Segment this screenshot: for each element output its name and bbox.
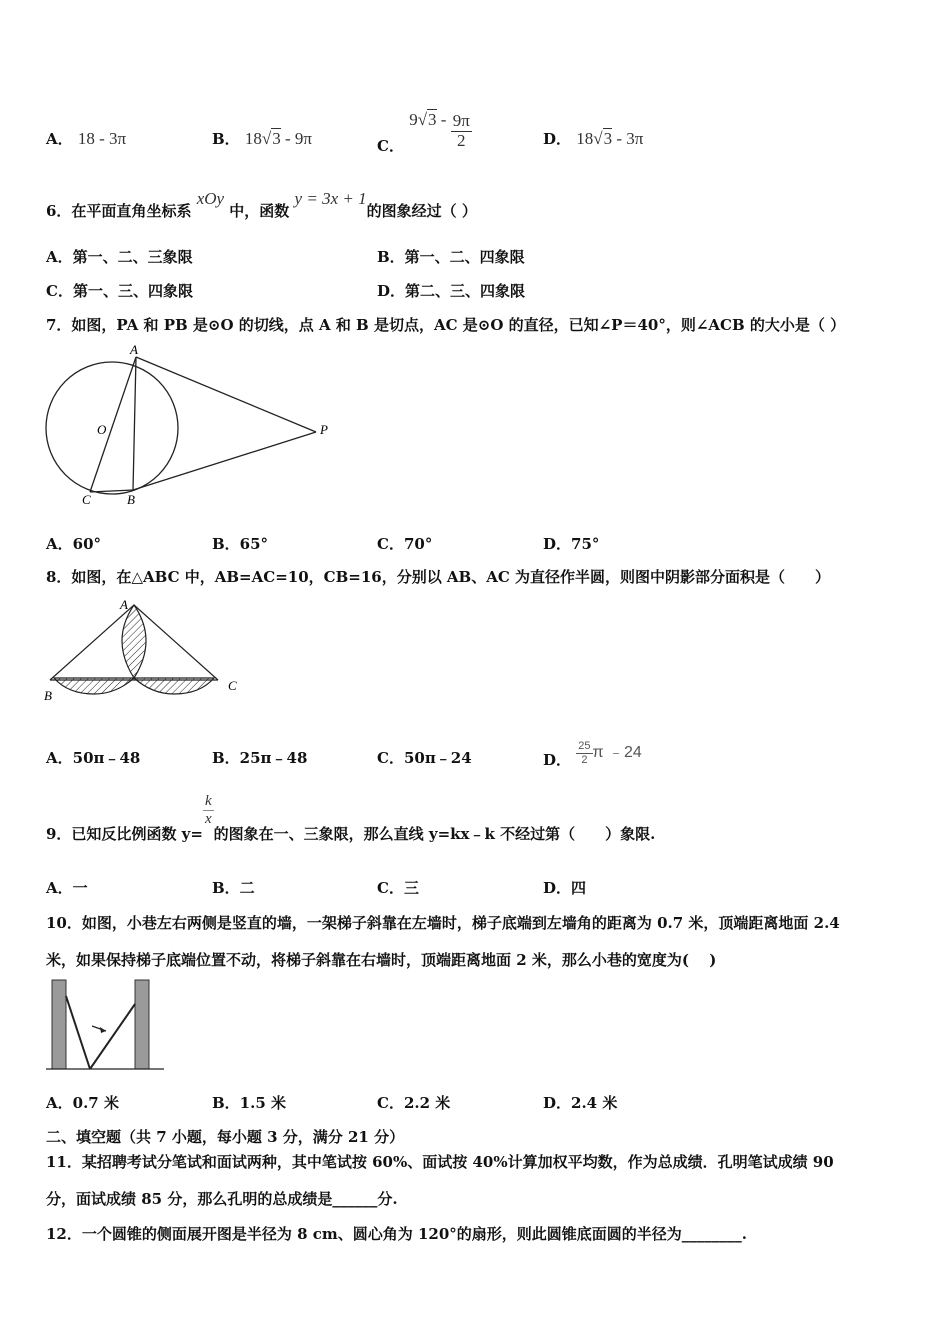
q8-option-d[interactable]: D． $\frac{25}{2}$ π ﹣24 <box>543 740 642 769</box>
q6-option-b[interactable]: B．第一、二、四象限 <box>377 248 525 266</box>
q8-side-ab <box>50 605 134 680</box>
q5-option-b[interactable]: B． 18√3 - 9π <box>212 129 313 148</box>
q10-option-b[interactable]: B．1.5 米 <box>212 1094 286 1112</box>
q8-side-ac <box>134 605 218 680</box>
q6-option-a[interactable]: A．第一、二、三象限 <box>46 248 193 266</box>
q8-option-b[interactable]: B．25π﹣48 <box>212 749 308 767</box>
q11-line1: 11．某招聘考试分笔试和面试两种，其中笔试按 60%、面试按 40%计算加权平均数，作为总成绩．孔明笔试成绩 90 <box>46 1153 834 1171</box>
q7-chord-ab <box>133 357 136 490</box>
q7-option-d[interactable]: D．75° <box>543 535 600 553</box>
q12-question: 12．一个圆锥的侧面展开图是半径为 8 cm、圆心角为 120°的扇形，则此圆锥底面圆的半径为________. <box>46 1225 748 1243</box>
q5-option-d[interactable]: D． 18√3 - 3π <box>543 129 644 148</box>
q7-tangent-pb <box>133 432 316 490</box>
section-heading: 二、填空题（共 7 小题，每小题 3 分，满分 21 分） <box>46 1128 405 1146</box>
q10-figure <box>44 978 169 1073</box>
q10-line2: 米，如果保持梯子底端位置不动，将梯子斜靠在右墙时，顶端距离地面 2 米，那么小巷的宽度为( ) <box>46 951 717 969</box>
q7-question: 7．如图，PA 和 PB 是⊙O 的切线，点 A 和 B 是切点，AC 是⊙O 的直径，已知∠P＝40°，则∠ACB 的大小是（ ） <box>46 316 846 334</box>
q7-figure <box>40 340 340 515</box>
q6-option-d[interactable]: D．第二、三、四象限 <box>377 282 526 300</box>
q8-lens-shaded <box>122 605 146 678</box>
q9-option-a[interactable]: A．一 <box>46 879 88 897</box>
q5-option-a[interactable]: A． 18 - 3π <box>46 129 127 148</box>
q8-option-c[interactable]: C．50π﹣24 <box>377 749 472 767</box>
q10-line1: 10．如图，小巷左右两侧是竖直的墙，一架梯子斜靠在左墙时，梯子底端到左墙角的距离为 0.7 米，顶端距离地面 2.4 <box>46 914 840 932</box>
q6-question: 6．在平面直角坐标系 xOy 中，函数 y = 3x + 1的图象经过（ ） <box>46 189 477 220</box>
q9-question: 9．已知反比例函数 y= $\frac{k}{x}$ 的图象在一、三象限，那么直线 y=kx﹣k 不经过第（ ）象限. <box>46 793 656 843</box>
q10-option-d[interactable]: D．2.4 米 <box>543 1094 618 1112</box>
q8-label-b: B <box>44 688 52 703</box>
q9-option-c[interactable]: C．三 <box>377 879 419 897</box>
q11-line2: 分，面试成绩 85 分，那么孔明的总成绩是______分. <box>46 1190 398 1208</box>
q7-tangent-pa <box>136 357 316 432</box>
q9-option-d[interactable]: D．四 <box>543 879 587 897</box>
q7-label-a: A <box>130 342 138 357</box>
q8-label-c: C <box>228 678 237 693</box>
q10-option-c[interactable]: C．2.2 米 <box>377 1094 451 1112</box>
q10-left-wall <box>52 980 66 1069</box>
q10-ladder-left <box>66 996 90 1069</box>
q7-option-b[interactable]: B．65° <box>212 535 269 553</box>
q7-label-o: O <box>97 422 107 437</box>
q7-option-c[interactable]: C．70° <box>377 535 433 553</box>
q8-question: 8．如图，在△ABC 中，AB=AC=10，CB=16，分别以 AB、AC 为直径作半圆，则图中阴影部分面积是（ ） <box>46 568 831 586</box>
q7-option-a[interactable]: A．60° <box>46 535 102 553</box>
q9-option-b[interactable]: B．二 <box>212 879 255 897</box>
q7-label-p: P <box>320 422 328 437</box>
q8-option-a[interactable]: A．50π﹣48 <box>46 749 141 767</box>
q10-ladder-right <box>90 1004 135 1069</box>
q8-label-a: A <box>120 597 128 612</box>
q7-label-c: C <box>82 492 91 507</box>
q8-figure <box>40 592 250 707</box>
q6-option-c[interactable]: C．第一、三、四象限 <box>46 282 193 300</box>
q7-label-b: B <box>127 492 135 507</box>
q10-option-a[interactable]: A．0.7 米 <box>46 1094 119 1112</box>
q10-right-wall <box>135 980 149 1069</box>
q5-option-c[interactable]: C． 9√3 - $\frac{9\pi}{2}$ <box>377 110 470 156</box>
